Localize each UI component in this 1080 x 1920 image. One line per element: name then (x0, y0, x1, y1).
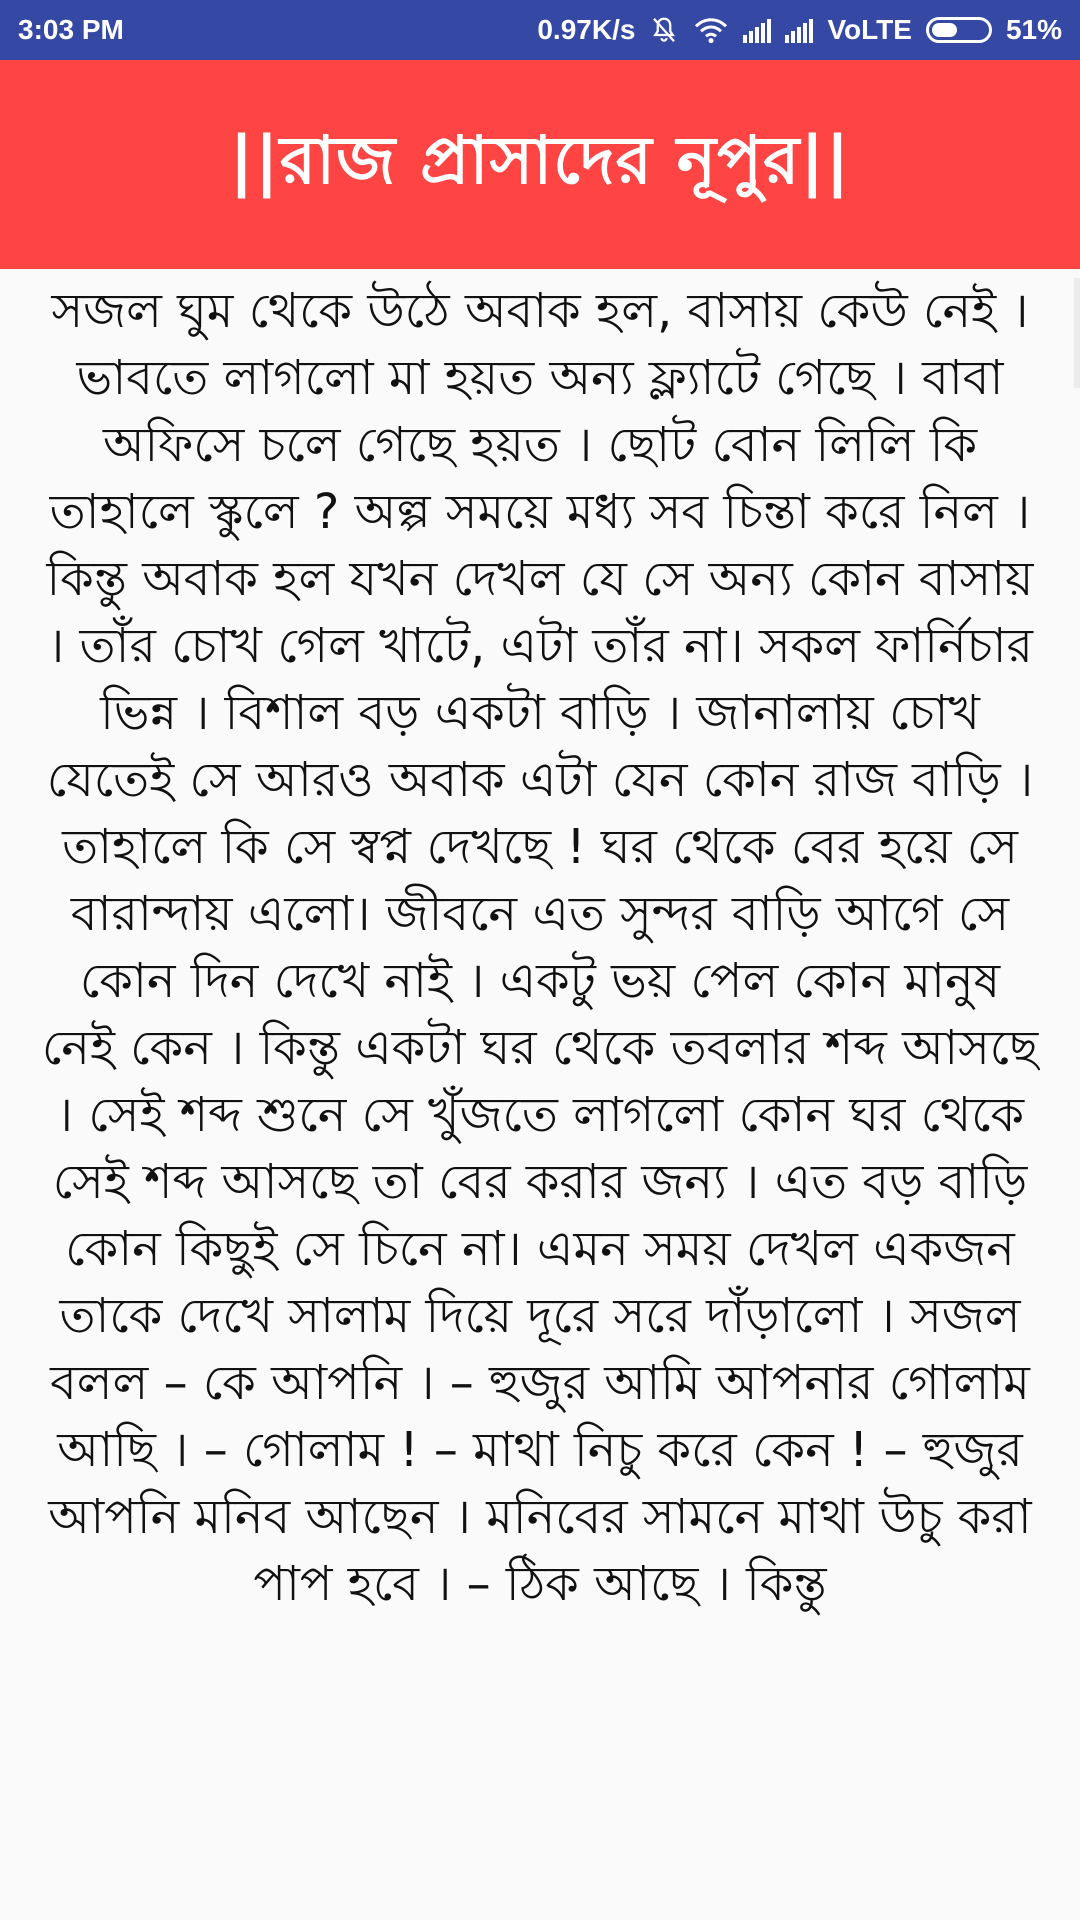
signal-icon (785, 17, 813, 43)
battery-level (932, 23, 957, 37)
battery-percent: 51% (1005, 14, 1062, 45)
bell-off-icon (649, 15, 679, 45)
content-bottom-area (0, 1800, 1080, 1920)
status-time: 3:03 PM (18, 14, 124, 45)
status-indicators (537, 14, 1062, 46)
network-type: VoLTE (827, 14, 912, 45)
status-bar (0, 0, 1080, 60)
scroll-indicator[interactable] (1074, 278, 1080, 388)
signal-icon (743, 17, 771, 43)
story-content[interactable] (40, 278, 1040, 1800)
story-text: সজল ঘুম থেকে উঠে অবাক হল, বাসায় কেউ নেই । ভাবতে লাগলো মা হয়ত অন্য ফ্ল্যাটে গেছে । বাবা অফিসে চলে গেছে হয়ত । ছোট বোন লিলি কি তাহালে স্কুলে ? অল্প সময়ে মধ্য সব চিন্তা করে নিল । কিন্তু অবাক হল যখন দেখল যে সে অন্য কোন বাসায় । তাঁর চোখ গেল খাটে, এটা তাঁর না। সকল ফার্নিচার ভিন্ন । বিশাল বড় একটা বাড়ি । জানালায় চোখ যেতেই সে আরও অবাক এটা যেন কোন রাজ বাড়ি । তাহালে কি সে স্বপ্ন দেখছে ! ঘর থেকে বের হয়ে সে বারান্দায় এলো। জীবনে এত সুন্দর বাড়ি আগে সে কোন দিন দেখে নাই । একটু ভয় পেল কোন মানুষ নেই কেন । কিন্তু একটা ঘর থেকে তবলার শব্দ আসছে । সেই শব্দ শুনে সে খুঁজতে লাগলো কোন ঘর থেকে সেই শব্দ আসছে তা বের করার জন্য । এত বড় বাড়ি কোন কিছুই সে চিনে না। এমন সময় দেখল একজন তাকে দেখে সালাম দিয়ে দূরে সরে দাঁড়ালো । সজল বলল – কে আপনি । – হুজুর আমি আপনার গোলাম আছি । – গোলাম ! – মাথা নিচু করে কেন ! – হুজুর আপনি মনিব আছেন । মনিবের সামনে মাথা উচু করা পাপ হবে । – ঠিক আছে । কিন্তু (41, 283, 1039, 1612)
net-speed: 0.97K/s (537, 14, 636, 45)
battery-icon (926, 17, 992, 43)
wifi-icon (693, 15, 729, 45)
app-bar (0, 60, 1080, 269)
page-title: ||রাজ প্রাসাদের নূপুর|| (229, 121, 851, 199)
